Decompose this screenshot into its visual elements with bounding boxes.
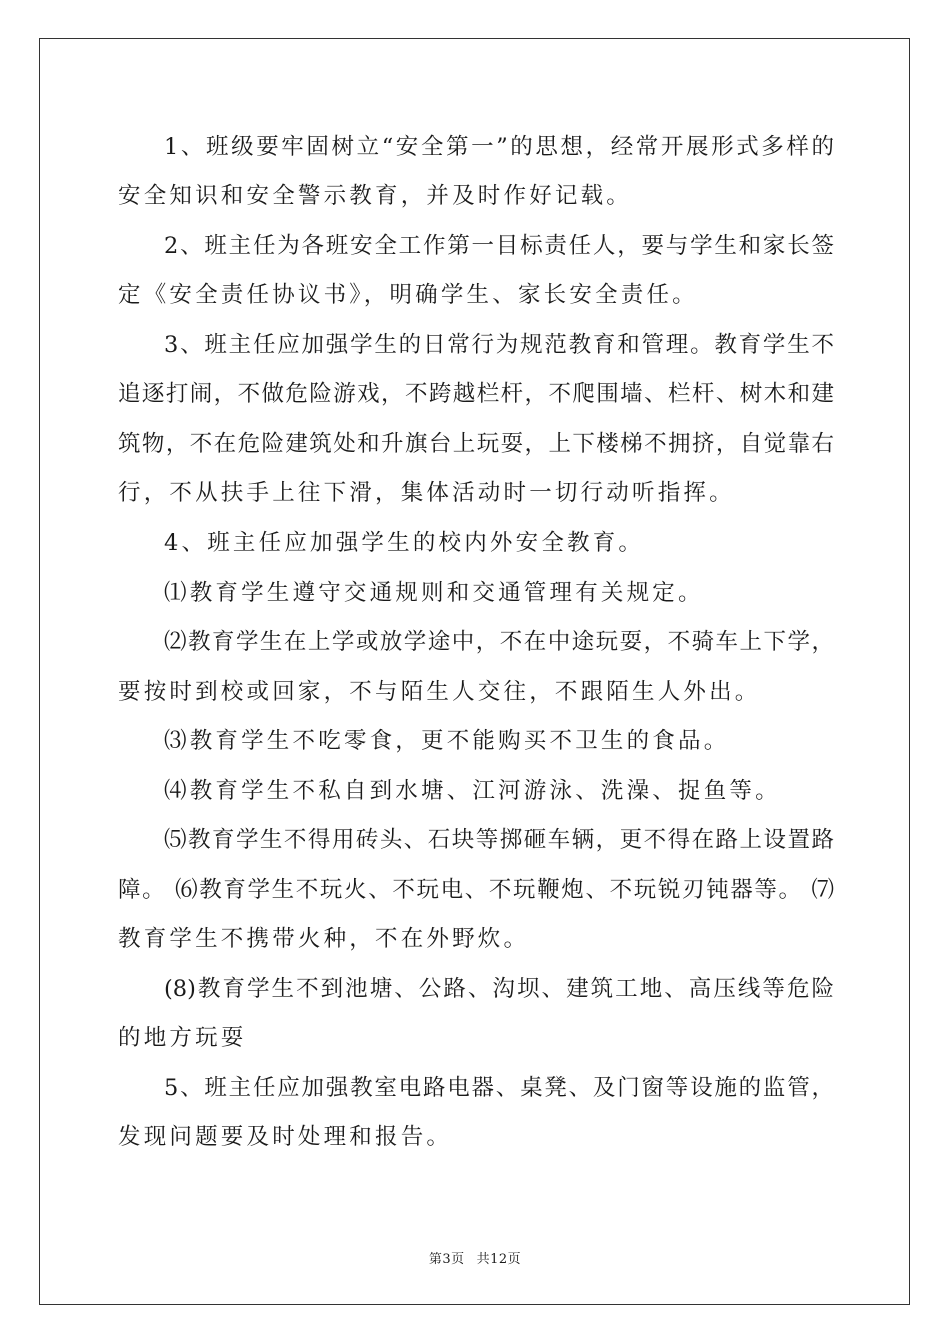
- item-5-line-2: 障。 ⑹教育学生不玩火、不玩电、不玩鞭炮、不玩锐刃钝器等。 ⑺: [118, 877, 834, 903]
- item-2-line-2: 要按时到校或回家，不与陌生人交往，不跟陌生人外出。: [118, 679, 761, 705]
- paragraph-3-line-4: 行，不从扶手上往下滑，集体活动时一切行动听指挥。: [118, 480, 735, 506]
- item-8-line-1: (8)教育学生不到池塘、公路、沟坝、建筑工地、高压线等危险: [164, 976, 834, 1002]
- paragraph-5-line-2: 发现问题要及时处理和报告。: [118, 1124, 453, 1150]
- paragraph-4-line-1: 4、班主任应加强学生的校内外安全教育。: [164, 530, 645, 556]
- page-number-current: 第3页: [428, 1252, 465, 1267]
- paragraph-3-line-3: 筑物，不在危险建筑处和升旗台上玩耍，上下楼梯不拥挤，自觉靠右: [118, 431, 834, 457]
- item-4-line-1: ⑷教育学生不私自到水塘、江河游泳、洗澡、捉鱼等。: [164, 778, 781, 804]
- item-5-line-1: ⑸教育学生不得用砖头、石块等掷砸车辆，更不得在路上设置路: [164, 827, 834, 853]
- item-3-line-1: ⑶教育学生不吃零食，更不能购买不卫生的食品。: [164, 728, 730, 754]
- item-2-line-1: ⑵教育学生在上学或放学途中，不在中途玩耍，不骑车上下学，: [164, 629, 834, 655]
- item-7-line-1: 教育学生不携带火种，不在外野炊。: [118, 926, 530, 952]
- page-number-total: 共12页: [476, 1252, 522, 1267]
- paragraph-1-line-1: 1、班级要牢固树立“安全第一”的思想，经常开展形式多样的: [164, 134, 834, 160]
- paragraph-3-line-1: 3、班主任应加强学生的日常行为规范教育和管理。教育学生不: [164, 332, 834, 358]
- paragraph-1-line-2: 安全知识和安全警示教育，并及时作好记载。: [118, 183, 633, 209]
- paragraph-2-line-1: 2、班主任为各班安全工作第一目标责任人，要与学生和家长签: [164, 233, 834, 259]
- item-1-line-1: ⑴教育学生遵守交通规则和交通管理有关规定。: [164, 580, 704, 606]
- paragraph-3-line-2: 追逐打闹，不做危险游戏，不跨越栏杆，不爬围墙、栏杆、树木和建: [118, 381, 834, 407]
- item-8-line-2: 的地方玩耍: [118, 1025, 247, 1051]
- paragraph-2-line-2: 定《安全责任协议书》，明确学生、家长安全责任。: [118, 282, 698, 308]
- paragraph-5-line-1: 5、班主任应加强教室电路电器、桌凳、及门窗等设施的监管，: [164, 1075, 834, 1101]
- page-footer: [0, 1248, 950, 1267]
